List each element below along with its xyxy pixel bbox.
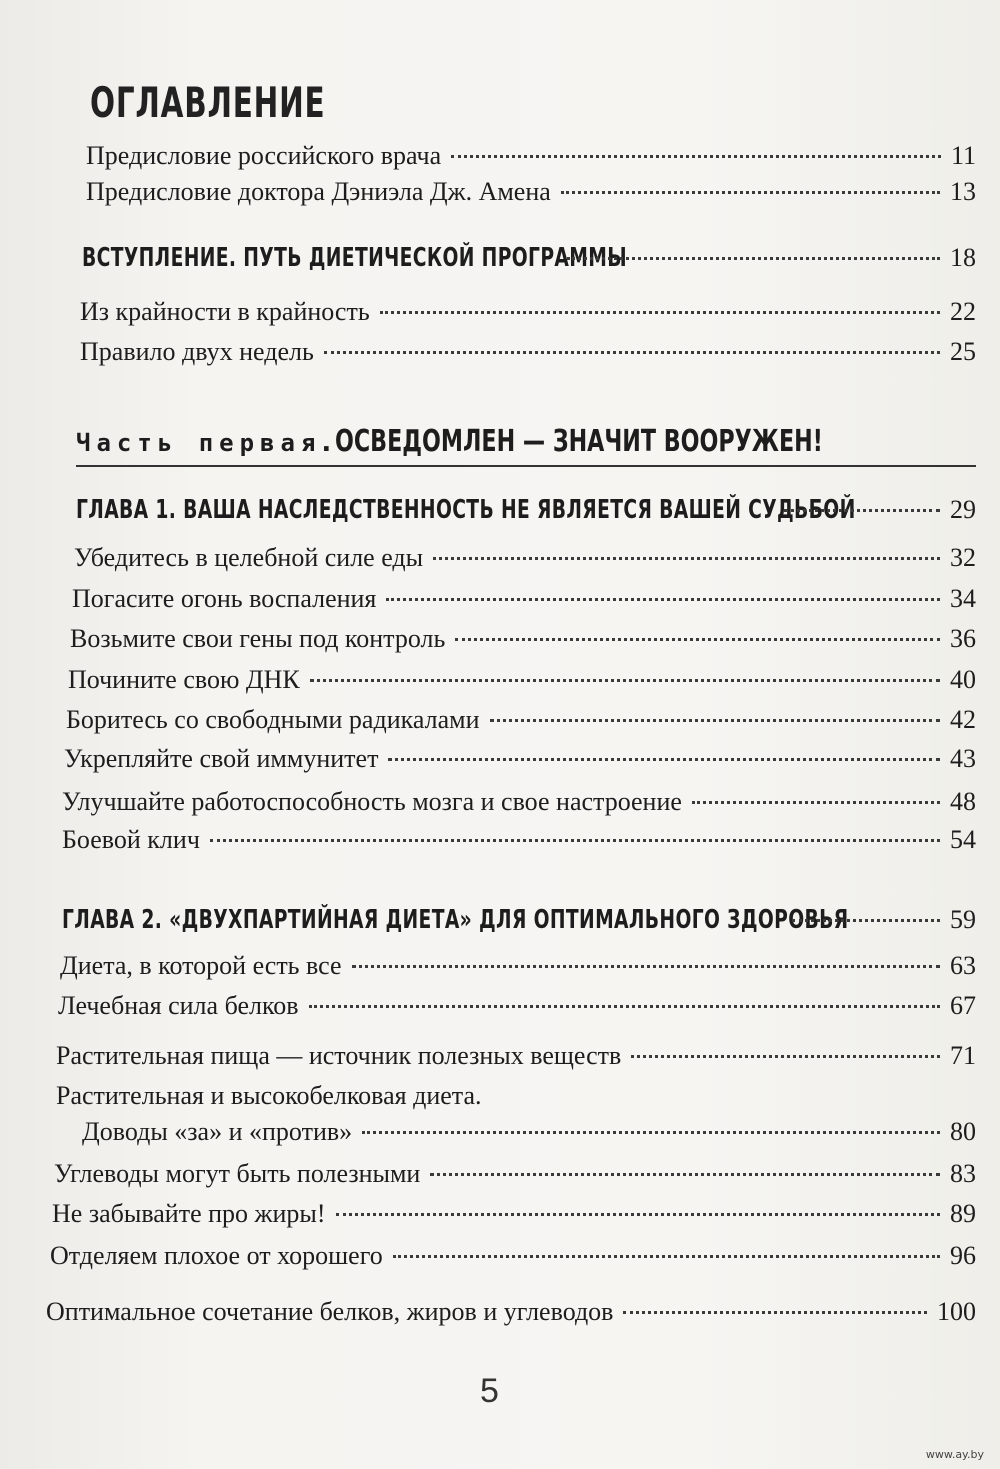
toc-entry-page: 83 xyxy=(950,1159,976,1188)
page-number: 5 xyxy=(480,1372,499,1410)
part-heading xyxy=(76,424,836,459)
toc-entry-title: Растительная пища — источник полезных веществ xyxy=(56,1041,622,1070)
toc-entry-page: 63 xyxy=(950,951,976,980)
dot-leader xyxy=(451,155,941,158)
dot-leader xyxy=(784,509,940,512)
toc-entry xyxy=(66,704,976,736)
toc-entry-page: 48 xyxy=(950,787,976,816)
toc-entry xyxy=(56,1116,976,1148)
section-title: ВСТУПЛЕНИЕ. ПУТЬ ДИЕТИЧЕСКОЙ ПРОГРАММЫ xyxy=(82,243,628,273)
toc-entry-page: 71 xyxy=(950,1041,976,1070)
dot-leader xyxy=(362,1131,940,1134)
dot-leader xyxy=(310,679,940,682)
toc-heading: ОГЛАВЛЕНИЕ xyxy=(90,78,326,127)
dot-leader xyxy=(433,557,940,560)
dot-leader xyxy=(490,719,941,722)
toc-entry xyxy=(50,1240,976,1272)
toc-entry-page: 34 xyxy=(950,584,976,613)
toc-entry-title: Убедитесь в целебной силе еды xyxy=(74,543,424,572)
toc-section-entry xyxy=(82,242,976,274)
dot-leader xyxy=(386,598,940,601)
toc-entry-page: 13 xyxy=(950,177,976,206)
part-divider xyxy=(76,465,976,467)
toc-entry-title: Предисловие доктора Дэниэла Дж. Амена xyxy=(86,177,551,206)
toc-entry-title: Укрепляйте свой иммунитет xyxy=(64,744,379,773)
toc-entry-page: 43 xyxy=(950,744,976,773)
toc-chapter-entry xyxy=(62,904,976,936)
dot-leader xyxy=(388,758,940,761)
dot-leader xyxy=(393,1255,940,1258)
toc-entry xyxy=(52,1198,976,1230)
toc-entry-title: Оптимальное сочетание белков, жиров и углеводов xyxy=(46,1297,614,1326)
toc-entry-page: 89 xyxy=(950,1199,976,1228)
toc-entry xyxy=(86,176,976,208)
toc-entry xyxy=(74,542,976,574)
toc-entry xyxy=(68,664,976,696)
dot-leader xyxy=(631,1055,940,1058)
watermark: www.ay.by xyxy=(925,1448,984,1461)
toc-entry xyxy=(56,1040,976,1072)
dot-leader xyxy=(352,965,940,968)
toc-entry-title: Улучшайте работоспособность мозга и свое настроение xyxy=(62,787,682,816)
dot-leader xyxy=(455,638,940,641)
toc-entry-page: 100 xyxy=(937,1297,976,1326)
toc-entry-page: 67 xyxy=(950,991,976,1020)
dot-leader xyxy=(792,919,940,922)
dot-leader xyxy=(692,801,940,804)
dot-leader xyxy=(324,351,940,354)
toc-entry-title: Углеводы могут быть полезными xyxy=(54,1159,421,1188)
toc-entry-page: 40 xyxy=(950,665,976,694)
toc-entry xyxy=(80,296,976,328)
toc-entry-page: 54 xyxy=(950,825,976,854)
chapter-title: ГЛАВА 1. ВАША НАСЛЕДСТВЕННОСТЬ НЕ ЯВЛЯЕТСЯ ВАШЕЙ СУДЬБОЙ xyxy=(76,495,856,525)
toc-entry xyxy=(54,1158,976,1190)
toc-entry-title: Отделяем плохое от хорошего xyxy=(50,1241,383,1270)
toc-entry-title: Не забывайте про жиры! xyxy=(52,1199,326,1228)
toc-entry-page: 96 xyxy=(950,1241,976,1270)
part-title: ОСВЕДОМЛЕН — ЗНАЧИТ ВООРУЖЕН! xyxy=(335,424,824,459)
dot-leader xyxy=(561,191,940,194)
dot-leader xyxy=(336,1213,940,1216)
toc-entry-title: Почините свою ДНК xyxy=(68,665,300,694)
dot-leader xyxy=(380,311,940,314)
toc-entry-title: Предисловие российского врача xyxy=(86,141,442,170)
toc-entry xyxy=(70,623,976,655)
chapter-title: ГЛАВА 2. «ДВУХПАРТИЙНАЯ ДИЕТА» ДЛЯ ОПТИМАЛЬНОГО ЗДОРОВЬЯ xyxy=(62,905,849,935)
toc-entry-title: Из крайности в крайность xyxy=(80,297,370,326)
dot-leader xyxy=(430,1173,940,1176)
toc-entry-title: Лечебная сила белков xyxy=(58,991,299,1020)
toc-entry-title: Возьмите свои гены под контроль xyxy=(70,624,446,653)
toc-entry-page: 36 xyxy=(950,624,976,653)
toc-entry-page: 18 xyxy=(950,243,976,272)
toc-entry-page: 42 xyxy=(950,705,976,734)
toc-entry xyxy=(60,950,976,982)
toc-entry xyxy=(62,786,976,818)
part-dot: . xyxy=(321,428,332,458)
toc-entry-page: 11 xyxy=(950,141,976,170)
toc-entry-title: Диета, в которой есть все xyxy=(60,951,342,980)
toc-entry-page: 80 xyxy=(950,1117,976,1146)
toc-entry-title: Доводы «за» и «против» xyxy=(82,1117,353,1146)
toc-entry xyxy=(64,743,976,775)
dot-leader xyxy=(309,1005,940,1008)
toc-entry-title: Боевой клич xyxy=(62,825,200,854)
dot-leader xyxy=(623,1311,927,1314)
toc-entry-page: 59 xyxy=(950,905,976,934)
toc-entry-title: Правило двух недель xyxy=(80,337,314,366)
toc-entry xyxy=(80,336,976,368)
toc-entry-page: 29 xyxy=(950,495,976,524)
toc-chapter-entry xyxy=(76,494,976,526)
toc-entry xyxy=(46,1296,976,1328)
toc-entry-first-line xyxy=(56,1080,976,1112)
toc-entry xyxy=(86,140,976,172)
toc-entry xyxy=(72,583,976,615)
toc-entry-title: Растительная и высокобелковая диета. xyxy=(56,1081,482,1110)
part-label: Часть первая xyxy=(76,429,322,457)
toc-entry xyxy=(58,990,976,1022)
toc-entry-title: Погасите огонь воспаления xyxy=(72,584,377,613)
dot-leader xyxy=(567,257,940,260)
toc-entry-page: 25 xyxy=(950,337,976,366)
dot-leader xyxy=(210,839,940,842)
toc-entry-page: 32 xyxy=(950,543,976,572)
toc-entry-title: Боритесь со свободными радикалами xyxy=(66,705,480,734)
toc-entry xyxy=(62,824,976,856)
toc-entry-page: 22 xyxy=(950,297,976,326)
